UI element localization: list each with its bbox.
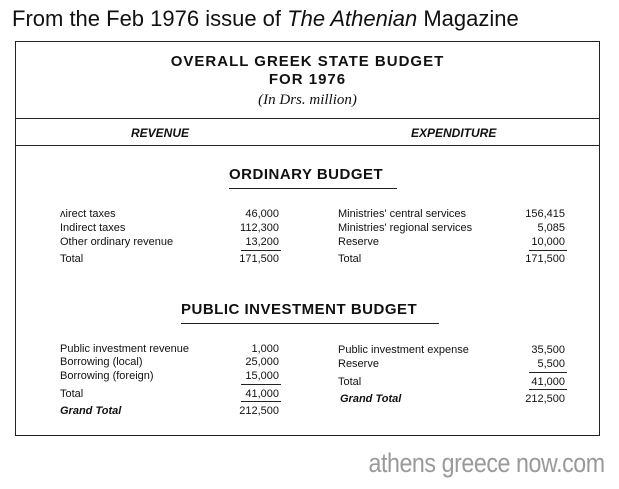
budget-document bbox=[15, 41, 600, 436]
revenue-total-label: Total bbox=[60, 253, 84, 265]
site-watermark: athens greece now.com bbox=[368, 448, 605, 478]
revenue-item: ʌirect taxes bbox=[60, 208, 116, 220]
expenditure-value: 156,415 bbox=[525, 208, 565, 220]
sum-rule bbox=[241, 250, 281, 251]
expenditure-grand-total-label: Grand Total bbox=[340, 393, 402, 405]
divider bbox=[16, 118, 599, 119]
revenue-value: 112,300 bbox=[240, 222, 279, 234]
caption-suffix: Magazine bbox=[417, 6, 519, 31]
budget-units: (In Drs. million) bbox=[258, 92, 357, 108]
page-caption bbox=[12, 6, 519, 32]
expenditure-value: 5,500 bbox=[537, 358, 565, 370]
revenue-value: 1,000 bbox=[251, 343, 279, 355]
expenditure-value: 5,085 bbox=[537, 222, 565, 234]
sum-rule bbox=[529, 389, 567, 390]
expenditure-grand-total-value: 212,500 bbox=[525, 393, 565, 405]
revenue-total-label: Total bbox=[60, 388, 84, 400]
investment-budget-heading: PUBLIC INVESTMENT BUDGET bbox=[181, 301, 418, 318]
revenue-item: Borrowing (foreign) bbox=[60, 370, 154, 382]
revenue-item: Public investment revenue bbox=[60, 343, 190, 355]
caption-prefix: From the Feb 1976 issue of bbox=[12, 6, 288, 31]
expenditure-item: Reserve bbox=[338, 358, 379, 370]
budget-title-year: FOR 1976 bbox=[268, 71, 347, 88]
sum-rule bbox=[241, 384, 281, 385]
sum-rule bbox=[529, 250, 567, 251]
expenditure-total-label: Total bbox=[338, 253, 362, 265]
expenditure-value: 10,000 bbox=[531, 236, 565, 248]
expenditure-header: EXPENDITURE bbox=[411, 126, 497, 140]
revenue-value: 15,000 bbox=[245, 370, 279, 382]
expenditure-total-label: Total bbox=[338, 376, 362, 388]
revenue-total-value: 171,500 bbox=[239, 253, 279, 265]
revenue-item: Borrowing (local) bbox=[60, 356, 143, 368]
expenditure-value: 35,500 bbox=[531, 344, 565, 356]
expenditure-item: Ministries' regional services bbox=[338, 222, 473, 234]
expenditure-item: Public investment expense bbox=[338, 344, 469, 356]
expenditure-item: Ministries' central services bbox=[338, 208, 467, 220]
divider bbox=[16, 145, 599, 146]
revenue-value: 25,000 bbox=[245, 356, 279, 368]
revenue-value: 46,000 bbox=[245, 208, 279, 220]
revenue-item: Other ordinary revenue bbox=[60, 236, 174, 248]
expenditure-total-value: 171,500 bbox=[525, 253, 565, 265]
budget-title: OVERALL GREEK STATE BUDGET bbox=[170, 53, 445, 70]
ordinary-budget-heading: ORDINARY BUDGET bbox=[229, 166, 384, 183]
expenditure-total-value: 41,000 bbox=[531, 376, 565, 388]
heading-underline bbox=[181, 323, 439, 324]
sum-rule bbox=[241, 401, 281, 402]
revenue-header: REVENUE bbox=[131, 126, 190, 140]
expenditure-item: Reserve bbox=[338, 236, 379, 248]
magazine-name: The Athenian bbox=[287, 6, 418, 31]
revenue-item: Indirect taxes bbox=[60, 222, 126, 234]
revenue-total-value: 41,000 bbox=[245, 388, 279, 400]
heading-underline bbox=[229, 188, 397, 189]
revenue-grand-total-label: Grand Total bbox=[60, 405, 122, 417]
revenue-grand-total-value: 212,500 bbox=[239, 405, 279, 417]
sum-rule bbox=[529, 372, 567, 373]
revenue-value: 13,200 bbox=[245, 236, 279, 248]
